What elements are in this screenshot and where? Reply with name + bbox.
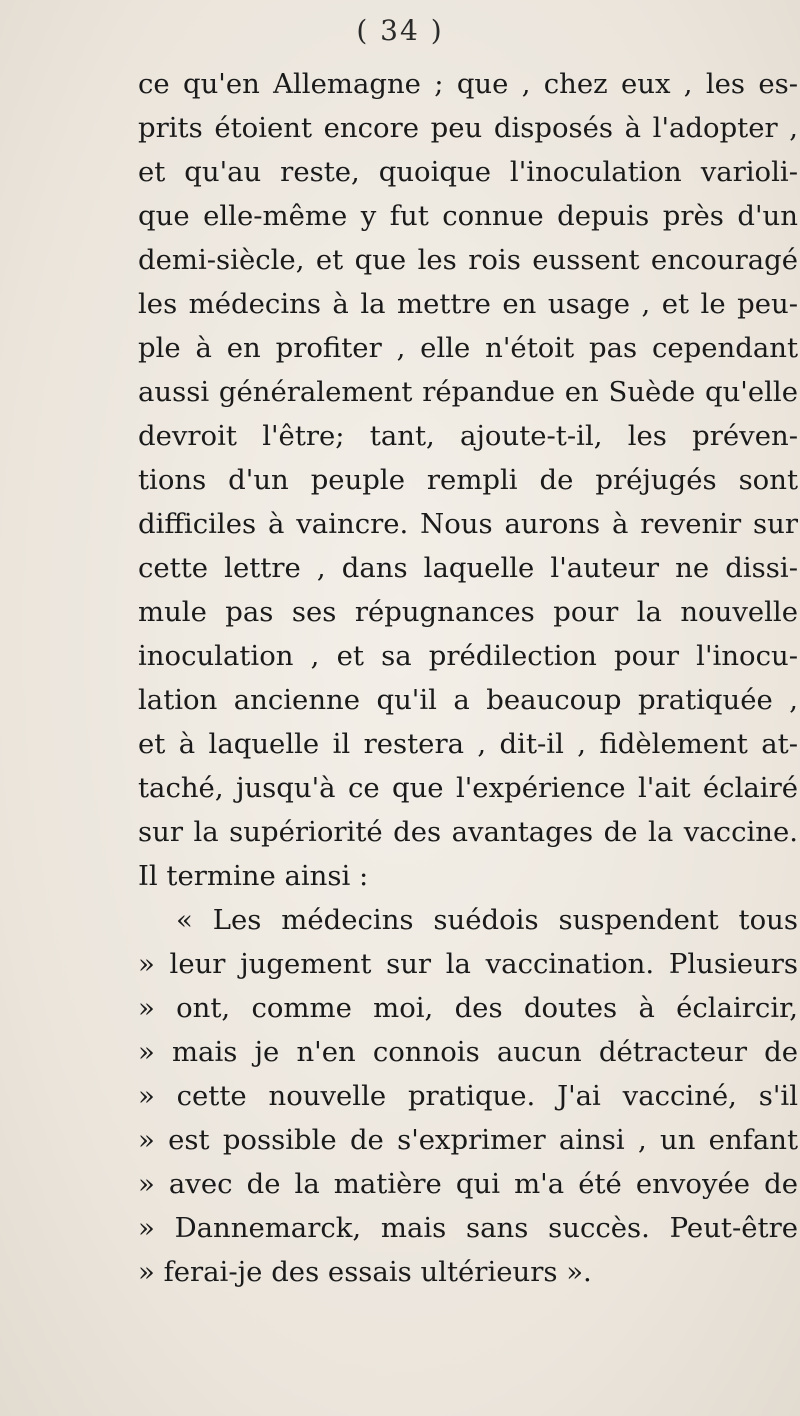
- text-line: taché, jusqu'à ce que l'expérience l'ait éclairé: [138, 772, 798, 804]
- quote-line: » ferai-je des essais ultérieurs ».: [138, 1256, 592, 1288]
- text-line: cette lettre , dans laquelle l'auteur ne dissi-: [138, 552, 798, 584]
- text-line: inoculation , et sa prédilection pour l'inocu-: [138, 640, 798, 672]
- page-number: ( 34 ): [356, 14, 444, 47]
- text-line: et qu'au reste, quoique l'inoculation varioli-: [138, 156, 798, 188]
- quote-line: » leur jugement sur la vaccination. Plusieurs: [138, 948, 798, 980]
- quote-line: » Dannemarck, mais sans succès. Peut-être: [138, 1212, 798, 1244]
- text-line: demi-siècle, et que les rois eussent encouragé: [138, 244, 798, 276]
- text-line: les médecins à la mettre en usage , et le peu-: [138, 288, 798, 320]
- quote-line: » est possible de s'exprimer ainsi , un enfant: [138, 1124, 798, 1156]
- text-line: devroit l'être; tant, ajoute-t-il, les préven-: [138, 420, 798, 452]
- body-text: [138, 62, 798, 1294]
- quote-line: » mais je n'en connois aucun détracteur de: [138, 1036, 798, 1068]
- text-line: aussi généralement répandue en Suède qu'elle: [138, 376, 798, 408]
- text-line: ple à en profiter , elle n'étoit pas cependant: [138, 332, 798, 364]
- text-line: mule pas ses répugnances pour la nouvelle: [138, 596, 798, 628]
- text-line: ce qu'en Allemagne ; que , chez eux , les es-: [138, 68, 798, 100]
- text-line: tions d'un peuple rempli de préjugés sont: [138, 464, 798, 496]
- text-line: sur la supériorité des avantages de la vaccine.: [138, 816, 798, 848]
- text-line: prits étoient encore peu disposés à l'adopter ,: [138, 112, 798, 144]
- quote-line: » avec de la matière qui m'a été envoyée de: [138, 1168, 798, 1200]
- text-line: et à laquelle il restera , dit-il , fidèlement at-: [138, 728, 798, 760]
- quote-line: » cette nouvelle pratique. J'ai vacciné, s'il: [138, 1080, 798, 1112]
- text-line: que elle-même y fut connue depuis près d'un: [138, 200, 798, 232]
- text-line: lation ancienne qu'il a beaucoup pratiquée ,: [138, 684, 798, 716]
- text-line: Il termine ainsi :: [138, 860, 369, 892]
- quote-line: » ont, comme moi, des doutes à éclaircir,: [138, 992, 798, 1024]
- text-line: difficiles à vaincre. Nous aurons à revenir sur: [138, 508, 798, 540]
- quote-line: « Les médecins suédois suspendent tous: [176, 904, 798, 936]
